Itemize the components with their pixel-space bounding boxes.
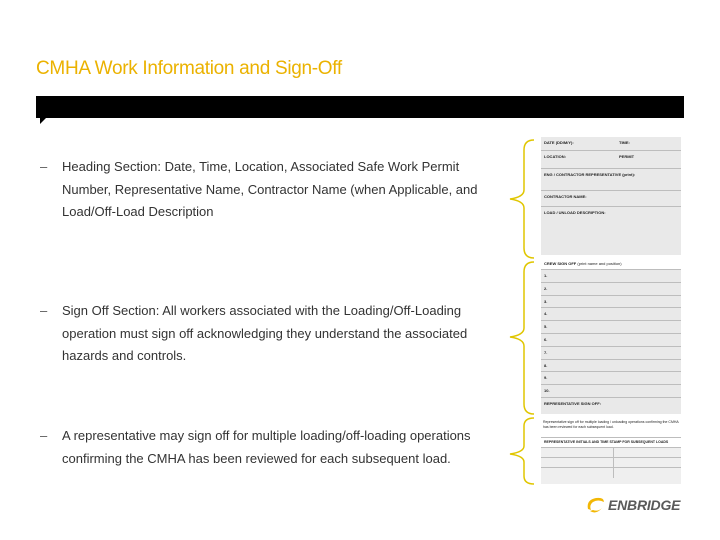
form-rep-note-row — [541, 418, 681, 438]
form-row-representative — [541, 169, 681, 191]
form-row-date-time — [541, 137, 681, 151]
form-signoff-row — [541, 283, 681, 296]
bullet-heading-section — [40, 156, 485, 224]
form-label-rep-signoff: REPRESENTATIVE SIGN OFF: — [544, 400, 601, 406]
bullet-signoff-section — [40, 300, 485, 368]
form-row-contractor — [541, 191, 681, 207]
form-rep-subheader-row — [541, 438, 681, 448]
form-representative-section — [541, 418, 681, 484]
form-row-number: 4. — [544, 311, 548, 317]
form-row-number: 9. — [544, 375, 548, 381]
form-row-number: 1. — [544, 273, 548, 278]
enbridge-logo — [584, 490, 680, 520]
form-signoff-section — [541, 259, 681, 414]
bullet-text: Sign Off Section: All workers associated with the Loading/Off-Loading operation must sign off acknowledging they understand the associated hazards and controls. — [62, 303, 468, 363]
form-label-representative: ENG / CONTRACTOR REPRESENTATIVE (print): — [544, 172, 636, 177]
bullet-text: Heading Section: Date, Time, Location, Associated Safe Work Permit Number, Representative Name, Contractor Name (when Applicable, and Load/Off-Load Description — [62, 159, 478, 219]
form-rep-note: Representative sign off for multiple loading / unloading operations confirming the CMHA has been reviewed for each subsequent load. — [543, 420, 679, 429]
enbridge-wordmark: ENBRIDGE — [608, 497, 681, 513]
bullet-dash: – — [40, 159, 48, 174]
form-signoff-rep-row — [541, 398, 681, 411]
form-label-description: LOAD / UNLOAD DESCRIPTION: — [544, 210, 606, 215]
form-rep-row — [541, 448, 681, 458]
form-label-date: DATE (DD/M/Y): — [544, 140, 574, 145]
form-signoff-row — [541, 270, 681, 283]
form-rep-subheader: REPRESENTATIVE INITIALS AND TIME STAMP FOR SUBSEQUENT LOADS — [544, 440, 669, 444]
form-row-number: 7. — [544, 349, 548, 355]
form-signoff-row — [541, 372, 681, 385]
bullet-dash: – — [40, 428, 48, 443]
form-row-number: 5. — [544, 324, 548, 330]
form-signoff-row — [541, 360, 681, 373]
form-signoff-title: CREW SIGN OFF — [544, 261, 577, 266]
form-signoff-row — [541, 334, 681, 347]
brace-heading — [510, 140, 534, 258]
bullet-text: A representative may sign off for multiple loading/off-loading operations confirming the CMHA has been reviewed for each subsequent load. — [62, 428, 471, 466]
form-row-number: 8. — [544, 362, 548, 368]
form-signoff-header — [541, 259, 681, 270]
title-bar-notch — [40, 118, 46, 124]
form-signoff-row — [541, 308, 681, 321]
bullet-representative-section — [40, 425, 485, 470]
form-signoff-row — [541, 385, 681, 398]
form-row-number: 3. — [544, 298, 548, 304]
brace-signoff — [510, 262, 534, 414]
form-label-location: LOCATION: — [544, 154, 566, 159]
title-bar — [36, 96, 684, 118]
form-label-contractor: CONTRACTOR NAME: — [544, 194, 587, 199]
form-row-description — [541, 207, 681, 255]
form-signoff-row — [541, 296, 681, 309]
form-signoff-row — [541, 347, 681, 360]
form-heading-section — [541, 137, 681, 255]
brace-connectors — [504, 0, 544, 540]
bullet-dash: – — [40, 303, 48, 318]
form-rep-row — [541, 458, 681, 468]
form-rep-row — [541, 468, 681, 478]
form-row-number: 10. — [544, 388, 550, 394]
form-signoff-row — [541, 321, 681, 334]
brace-representative — [510, 418, 534, 484]
enbridge-swirl-icon — [584, 494, 606, 516]
form-row-location-permit — [541, 151, 681, 169]
form-row-number: 2. — [544, 285, 548, 291]
slide-title: CMHA Work Information and Sign-Off — [36, 58, 342, 79]
form-label-time: TIME: — [619, 140, 630, 145]
form-label-permit: PERMIT — [619, 154, 635, 159]
form-row-number: 6. — [544, 336, 548, 342]
form-signoff-note: (print name and position) — [577, 261, 622, 266]
